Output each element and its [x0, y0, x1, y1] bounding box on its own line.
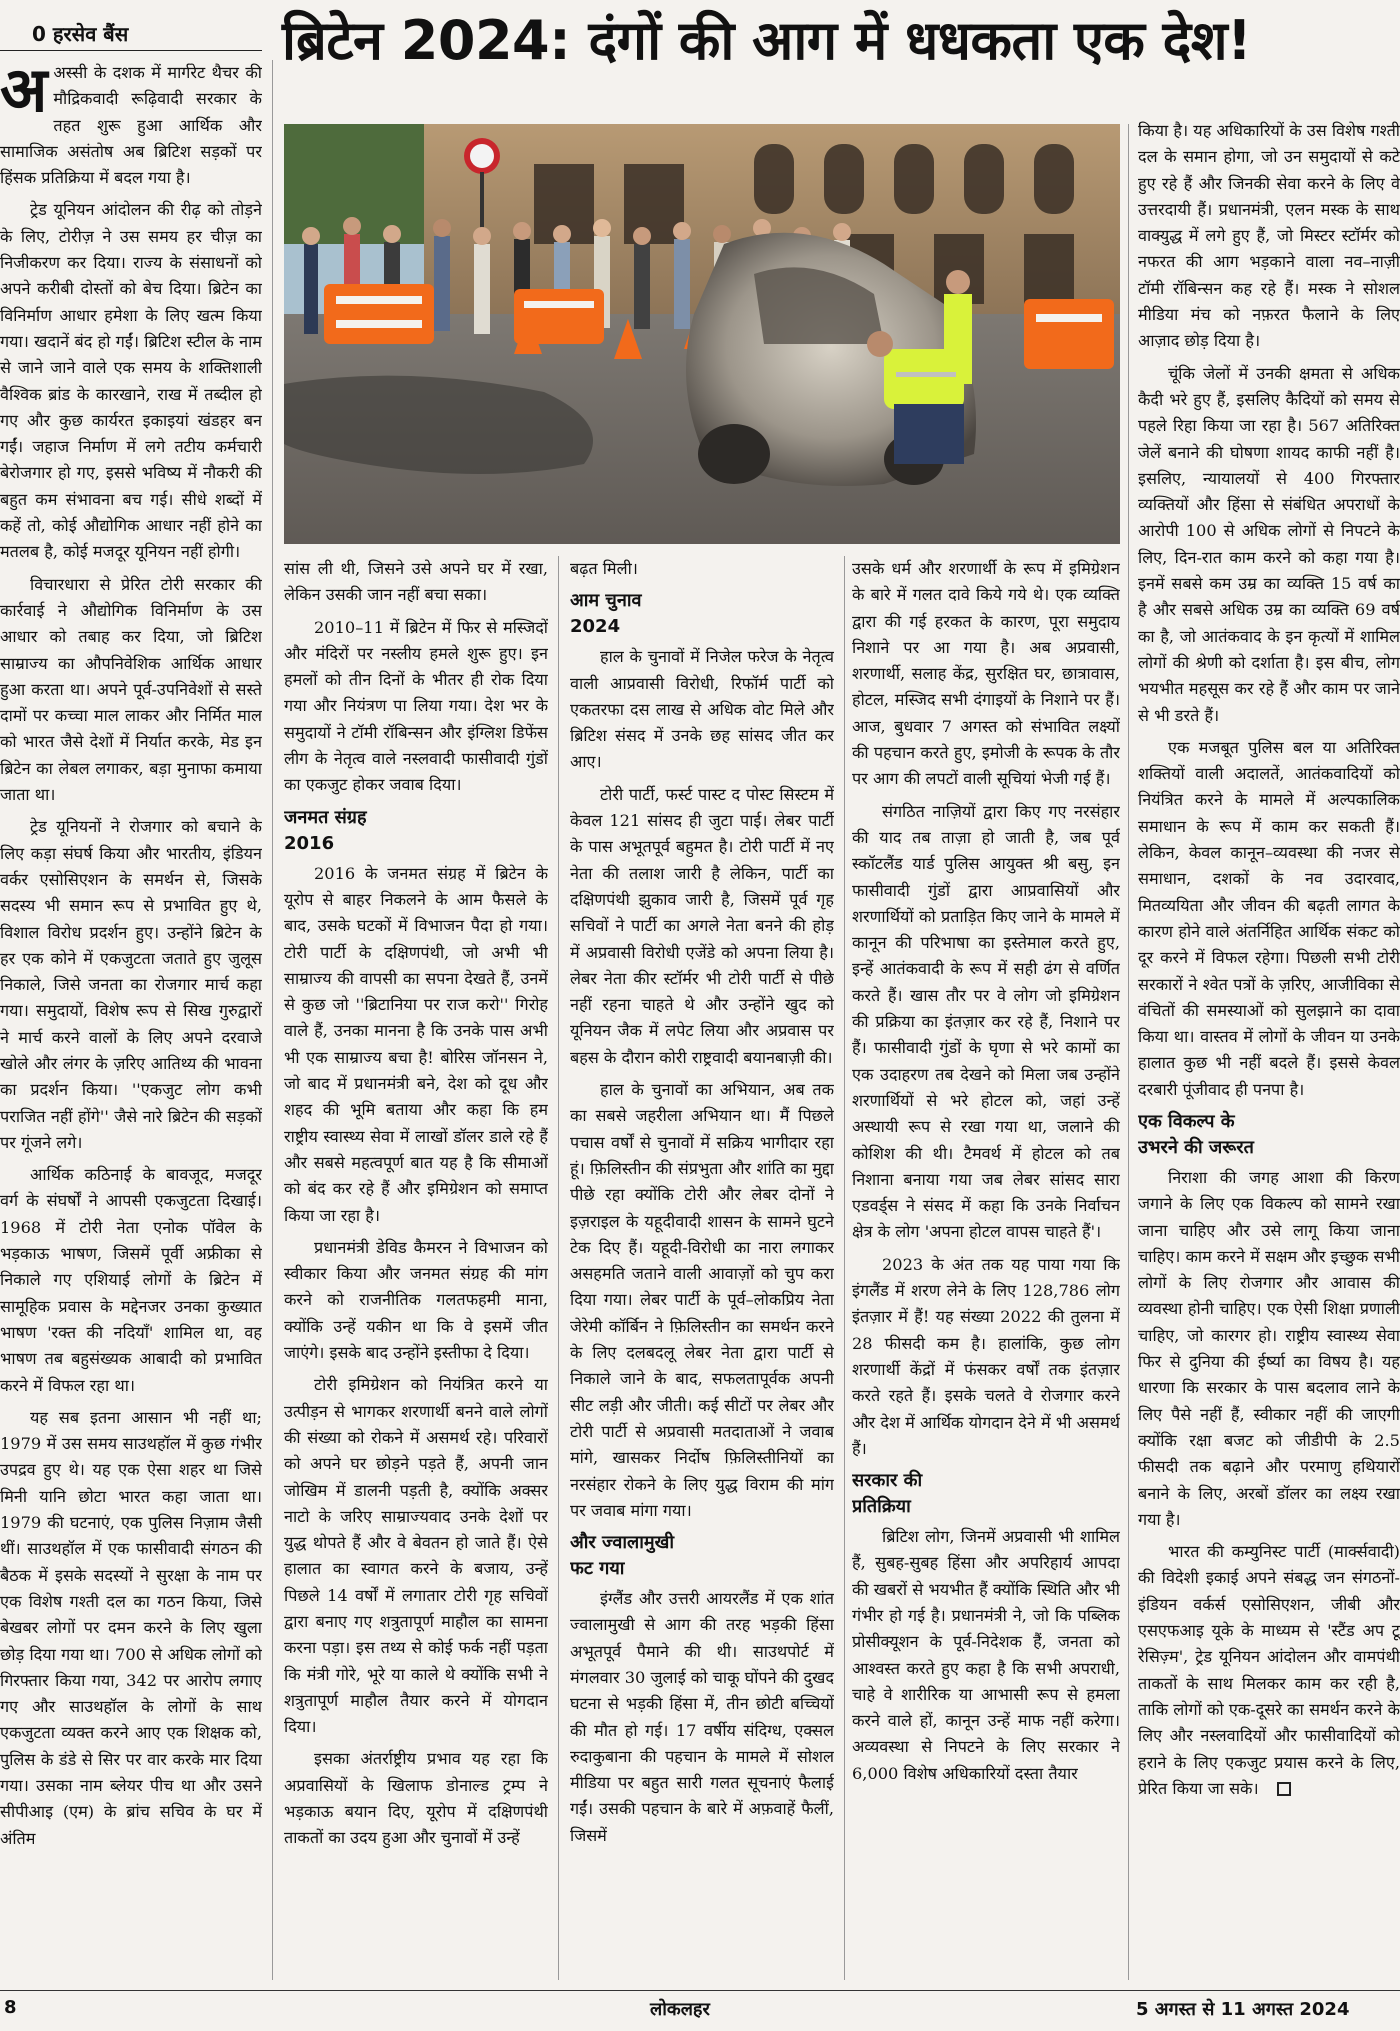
col1-paragraph: विचारधारा से प्रेरित टोरी सरकार की कार्रवाई ने औद्योगिक विनिर्माण के उस आधार को तबाह कर दिया, जो ब्रिटिश साम्राज्य का औपनिवेशिक आर्थिक आधार हुआ करता था। अपने पूर्व-उपनिवेशों से सस्ते दामों पर कच्चा माल लाकर और निर्मित माल को भारत जैसे देशों में निर्यात करके, मेड इन ब्रिटेन का लेबल लगाकर, बड़ा मुनाफा कमाया जाता था। [0, 574, 262, 805]
column-3 [570, 556, 834, 1980]
col4-paragraph: 2023 के अंत तक यह पाया गया कि इंगलैंड में शरण लेने के लिए 128,786 लोग इंतज़ार में हैं! यह संख्या 2022 की तुलना में 28 फीसदी कम है। हालांकि, कुछ लोग शरणार्थी केंद्रों में फंसकर वर्षों तक इंतज़ार करते रहते हैं। इसके चलते वे रोजगार करने और देश में आर्थिक योगदान देने में भी असमर्थ हैं। [852, 1254, 1120, 1458]
col1-paragraph: आर्थिक कठिनाई के बावजूद, मजदूर वर्ग के संघर्षों ने आपसी एकजुटता दिखाई। 1968 में टोरी नेता एनोक पॉवेल के भड़काऊ भाषण, जिसमें पूर्वी अफ्रीका से निकाले गए एशियाई लोगों के ब्रिटेन में सामूहिक प्रवास के मद्देनजर उनका कुख्यात भाषण 'रक्त की नदियाँ' शामिल था, वह भाषण तब बहुसंख्यक आबादी को प्रभावित करने में विफल रहा था। [0, 1165, 262, 1395]
end-mark-icon [1277, 1782, 1291, 1796]
burnt-car-photo [284, 124, 1120, 544]
col2-paragraph: 2010–11 में ब्रिटेन में फिर से मस्जिदों और मंदिरों पर नस्लीय हमले शुरू हुए। इन हमलों को तीन दिनों के भीतर ही रोक दिया गया और नियंत्रण पा लिया गया। देश भर के समुदायों ने टॉमी रॉबिन्सन और इंग्लिश डिफेंस लीग के नेतृत्व वाले नस्लवादी फासीवादी गुंडों का एकजुट होकर जवाब दिया। [284, 617, 548, 795]
footer-rule [0, 1990, 1400, 1991]
column-4 [852, 556, 1120, 1980]
dropcap: अ [0, 60, 48, 126]
col1-paragraph: ट्रेड यूनियनों ने रोजगार को बचाने के लिए कड़ा संघर्ष किया और भारतीय, इंडियन वर्कर एसोसिएशन के समर्थन से, जिसके सदस्य भी समान रूप से प्रभावित हुए थे, विशाल विरोध प्रदर्शन हुए। उन्होंने ब्रिटेन के हर एक कोने में एकजुटता जताते हुए जुलूस निकाले, जिसे जनता का रोजगार मार्च कहा गया। समुदायों, विशेष रूप से सिख गुरुद्वारों ने मार्च करने वालों के लिए अपने दरवाजे खोले और लंगर के ज़रिए आतिथ्य की भावना का प्रदर्शन किया। ''एकजुट लोग कभी पराजित नहीं होंगे'' जैसे नारे ब्रिटेन की सड़कों पर गूंजने लगे। [0, 817, 262, 1152]
section-heading-election: आम चुनाव 2024 [570, 590, 642, 638]
column-divider [844, 556, 845, 1980]
page-number: 8 [4, 1997, 17, 2018]
headline: ब्रिटेन 2024: दंगों की आग में धधकता एक देश! [282, 9, 1252, 72]
col5-paragraph: चूंकि जेलों में उनकी क्षमता से अधिक कैदी भरे हुए हैं, इसलिए कैदियों को समय से पहले रिहा किया जा रहा है। 567 अतिरिक्त जेलें बनाने की घोषणा शायद काफी नहीं है। इसलिए, न्यायालयों से 400 गिरफ्तार व्यक्तियों और हिंसा से संबंधित अपराधों के आरोपी 100 से अधिक लोगों से निपटने के लिए, दिन-रात काम करने को कहा गया है। इनमें सबसे कम उम्र का व्यक्ति 15 वर्ष का है और सबसे अधिक उम्र का व्यक्ति 69 वर्ष का है, जो आतंकवाद के इन कृत्यों में शामिल लोगों की श्रेणी को दर्शाता है। इस बीच, लोग भयभीत महसूस कर रहे हैं और काम पर जाने से भी डरते हैं। [1138, 363, 1400, 725]
section-heading-government-response: सरकार की प्रतिक्रिया [852, 1470, 923, 1518]
col5-paragraph: किया है। यह अधिकारियों के उस विशेष गश्ती दल के समान होगा, जो उन समुदायों से कटे हुए रहे हैं और जिनकी सेवा करने के लिए वे उत्तरदायी हैं। प्रधानमंत्री, एलन मस्क के साथ वाक्युद्ध में लगे हुए हैं, जो मिस्टर स्टॉर्मर को नफरत की आग भड़काने वाला नव–नाज़ी टॉमी रॉबिन्सन कह रहे हैं। मस्क ने सोशल मीडिया मंच को नफ़रत फैलाने के लिए आज़ाद छोड़ दिया है। [1138, 121, 1400, 351]
col1-paragraph: यह सब इतना आसान भी नहीं था; 1979 में उस समय साउथहॉल में कुछ गंभीर उपद्रव हुए थे। यह एक ऐसा शहर था जिसे मिनी यानि छोटा भारत कहा जाता था। 1979 की घटनाएं, एक पुलिस निज़ाम जैसी थीं। साउथहॉल में एक फासीवादी संगठन की बैठक में इसके सदस्यों ने सुरक्षा के नाम पर एक विशेष गश्ती दल का गठन किया, जिसे बेखबर लोगों पर दमन करने के लिए खुला छोड़ दिया गया था। 700 से अधिक लोगों को गिरफ्तार किया गया, 342 पर आरोप लगाए गए और साउथहॉल के लोगों के साथ एकजुटता व्यक्त करने आए एक शिक्षक को, पुलिस के डंडे से सिर पर वार करके मार दिया गया। उसका नाम ब्लेयर पीच था और उसने सीपीआइ (एम) के ब्रांच सचिव के घर में अंतिम [0, 1407, 262, 1848]
col3-paragraph: टोरी पार्टी, फर्स्ट पास्ट द पोस्ट सिस्टम में केवल 121 सांसद ही जुटा पाई। लेबर पार्टी के पास अभूतपूर्व बहुमत है। टोरी पार्टी में नए नेता की तलाश जारी है लेकिन, पार्टी का दक्षिणपंथी झुकाव जारी है, जिसमें पूर्व गृह सचिवों ने पार्टी का अगले नेता बनने की होड़ में अप्रवासी विरोधी एजेंडे को अपना लिया है। लेबर नेता कीर स्टॉर्मर भी टोरी पार्टी से पीछे नहीं रहना चाहते थे और उन्होंने खुद को यूनियन जैक में लपेट लिया और अप्रवास पर बहस के दौरान कोरी राष्ट्रवादी बयानबाज़ी की। [570, 784, 834, 1067]
column-2 [284, 556, 548, 1980]
col3-paragraph: बढ़त मिली। [570, 559, 638, 578]
col3-paragraph: हाल के चुनावों में निजेल फरेज के नेतृत्व वाली आप्रवासी विरोधी, रिफॉर्म पार्टी को एकतरफा दस लाख से अधिक वोट मिले और ब्रिटिश संसद में उनके छह सांसद जीत कर आए। [570, 647, 834, 772]
section-heading-alternative: एक विकल्प के उभरने की जरूरत [1138, 1110, 1254, 1158]
issue-date: 5 अगस्त से 11 अगस्त 2024 [1136, 1999, 1350, 2020]
publication-name: लोकलहर [650, 1999, 710, 2020]
col4-paragraph: ब्रिटिश लोग, जिनमें अप्रवासी भी शामिल हैं, सुबह-सुबह हिंसा और अपरिहार्य आपदा की खबरों से भयभीत हैं क्योंकि स्थिति और भी गंभीर हो गई है। प्रधानमंत्री ने, जो कि पब्लिक प्रोसीक्यूशन के पूर्व-निदेशक हैं, जनता को आश्वस्त करते हुए कहा है कि सभी अपराधी, चाहे वे शारीरिक या आभासी रूप से हमला करने वाले हों, कानून उन्हें माफ नहीं करेगा। अव्यवस्था से निपटने के लिए सरकार ने 6,000 विशेष अधिकारियों दस्ता तैयार [852, 1527, 1120, 1783]
col4-paragraph: उसके धर्म और शरणार्थी के रूप में इमिग्रेशन के बारे में गलत दावे किये गये थे। एक व्यक्ति द्वारा की गई हरकत के कारण, पूरा समुदाय निशाने पर आ गया है। अब अप्रवासी, शरणार्थी, सलाह केंद्र, सुरक्षित घर, छात्रावास, होटल, मस्जिद सभी दंगाइयों के निशाने पर हैं। आज, बुधवार 7 अगस्त को संभावित लक्ष्यों की पहचान करते हुए, इमोजी के रूपक के तौर पर आग की लपटों वाली सूचियां भेजी गई हैं। [852, 559, 1120, 789]
col1-paragraph: ट्रेड यूनियन आंदोलन की रीढ़ को तोड़ने के लिए, टोरीज़ ने उस समय हर चीज़ का निजीकरण कर दिया। राज्य के संसाधनों को अपने करीबी दोस्तों को बेच दिया। ब्रिटेन का विनिर्माण आधार हमेशा के लिए खत्म किया गया। खदानें बंद हो गईं। ब्रिटिश स्टील के नाम से जाने जाने वाले एक समय के शक्तिशाली वैश्विक ब्रांड के कारखाने, राख में तब्दील हो गए और कुछ कार्यरत इकाइयां खंडहर बन गईं। जहाज निर्माण में लगे तटीय कर्मचारी बेरोजगार हो गए, इससे भविष्य में नौकरी की बहुत कम संभावना बच गई। सीधे शब्दों में कहें तो, कोई औद्योगिक आधार नहीं होने का मतलब है, कोई मजदूर यूनियन नहीं होगी। [0, 200, 262, 562]
col2-paragraph: सांस ली थी, जिसने उसे अपने घर में रखा, लेकिन उसकी जान नहीं बचा सका। [284, 559, 548, 605]
column-5 [1138, 118, 1400, 1980]
section-heading-volcano: और ज्वालामुखी फट गया [570, 1532, 675, 1580]
col2-paragraph: टोरी इमिग्रेशन को नियंत्रित करने या उत्पीड़न से भागकर शरणार्थी बनने वाले लोगों की संख्या को रोकने में असमर्थ रहे। परिवारों को अपने घर छोड़ने पड़ते हैं, अपनी जान जोखिम में डालनी पड़ती है, क्योंकि अक्सर नाटो के जरिए साम्राज्यवाद उनके देशों पर युद्ध थोपते हैं और वे बेवतन हो जाते हैं। ऐसे हालात का स्वागत करने के बजाय, उन्हें पिछले 14 वर्षों में लगातार टोरी गृह सचिवों द्वारा बनाए गए शत्रुतापूर्ण माहौल का सामना करना पड़ा। इस तथ्य से कोई फर्क नहीं पड़ता कि मंत्री गोरे, भूरे या काले थे क्योंकि सभी ने शत्रुतापूर्ण माहौल तैयार करने में योगदान दिया। [284, 1375, 548, 1737]
col2-paragraph: इसका अंतर्राष्ट्रीय प्रभाव यह रहा कि अप्रवासियों के खिलाफ डोनाल्ड ट्रम्प ने भड़काऊ बयान दिए, यूरोप में दक्षिणपंथी ताकतों का उदय हुआ और चुनावों में उन्हें [284, 1749, 548, 1848]
byline-rule [0, 50, 262, 51]
col3-paragraph: इंग्लैंड और उत्तरी आयरलैंड में एक शांत ज्वालामुखी से आग की तरह भड़की हिंसा अभूतपूर्व पैमाने की थी। साउथपोर्ट में मंगलवार 30 जुलाई को चाकू घोंपने की दुखद घटना से भड़की हिंसा में, तीन छोटी बच्चियों की मौत हो गई। 17 वर्षीय संदिग्ध, एक्सल रुदाकुबाना की पहचान के मामले में सोशल मीडिया पर बहुत सारी गलत सूचनाएं फैलाई गईं। उसकी पहचान के बारे में अफ़वाहें फैलीं, जिसमें [570, 1589, 834, 1845]
column-divider [272, 60, 273, 1980]
col4-paragraph: संगठित नाज़ियों द्वारा किए गए नरसंहार की याद तब ताज़ा हो जाती है, जब पूर्व स्कॉटलैंड यार्ड पुलिस आयुक्त श्री बसु, इन फासीवादी गुंडों द्वारा आप्रवासियों और शरणार्थियों को प्रताड़ित किए जाने के मामले में कानून की परिभाषा का इस्तेमाल करते हुए, इन्हें आतंकवादी के रूप में सही ढंग से वर्णित करते हैं। खास तौर पर वे लोग जो इमिग्रेशन की प्रक्रिया का इंतज़ार कर रहे हैं, निशाने पर हैं। फासीवादी गुंडों के घृणा से भरे कामों का एक उदाहरण तब देखने को मिला जब उन्होंने शरणार्थियों से भरे होटल को, जहां उन्हें अस्थायी रूप से रखा गया था, जलाने की कोशिश की थी। टैमवर्थ में होटल को तब निशाना बनाया गया जब लेबर सांसद सारा एडवर्ड्स ने संसद में कहा कि उनके निर्वाचन क्षेत्र के लोग 'अपना होटल वापस चाहते हैं'। [852, 801, 1120, 1242]
col5-paragraph: एक मजबूत पुलिस बल या अतिरिक्त शक्तियों वाली अदालतें, आतंकवादियों को नियंत्रित करने के मामले में अल्पकालिक समाधान के रूप में काम कर सकती हैं। लेकिन, केवल कानून–व्यवस्था की नजर से समाधान, दशकों के नव उदारवाद, मितव्ययिता और जीवन की बढ़ती लागत के कारण होने वाले अंतर्निहित आर्थिक संकट को दूर करने में विफल रहेगा। पिछली सभी टोरी सरकारों ने श्वेत पत्रों के ज़रिए, आजीविका से वंचितों की समस्याओं को सुलझाने का दावा किया था। वास्तव में लोगों के जीवन या उनके हालात कुछ भी नहीं बदले हैं। इससे केवल दरबारी पूंजीवाद ही पनपा है। [1138, 737, 1400, 1099]
column-divider [558, 556, 559, 1980]
section-heading-referendum: जनमत संग्रह 2016 [284, 806, 367, 854]
column-divider [1128, 124, 1129, 1980]
col3-paragraph: हाल के चुनावों का अभियान, अब तक का सबसे जहरीला अभियान था। मैं पिछले पचास वर्षों से चुनावों में सक्रिय भागीदार रहा हूं। फ़िलिस्तीन की संप्रभुता और शांति का मुद्दा पीछे रहा क्योंकि टोरी और लेबर दोनों ने इज़राइल के यहूदीवादी शासन के सामने घुटने टेक दिए हैं। यहूदी-विरोधी का नारा लगाकर असहमति जताने वाली आवाज़ों को चुप करा दिया गया। लेबर पार्टी के पूर्व–लोकप्रिय नेता जेरेमी कॉर्बिन ने फ़िलिस्तीन का समर्थन करने के लिए दलबदलू लेबर नेता द्वारा पार्टी से निकाले जाने के बाद, सफलतापूर्वक अपनी सीट लड़ी और जीती। कई सीटों पर लेबर और टोरी पार्टी से अप्रवासी मतदाताओं ने जवाब मांगे, खासकर निर्दोष फ़िलिस्तीनियों का नरसंहार रोकने के लिए युद्ध विराम की मांग पर जवाब मांगा गया। [570, 1080, 834, 1520]
col2-paragraph: 2016 के जनमत संग्रह में ब्रिटेन के यूरोप से बाहर निकलने के आम फैसले के बाद, उसके घटकों में विभाजन पैदा हो गया। टोरी पार्टी के दक्षिणपंथी, जो अभी भी साम्राज्य की वापसी का सपना देखते हैं, उनमें से कुछ जो ''ब्रिटानिया पर राज करो'' गिरोह वाले हैं, उनका मानना है कि उनके पास अभी भी एक साम्राज्य बचा है! बोरिस जॉनसन ने, जो बाद में प्रधानमंत्री बने, देश को दूध और शहद की भूमि बताया और कहा कि हम राष्ट्रीय स्वास्थ्य सेवा में लाखों डॉलर डाले रहे हैं और सबसे महत्वपूर्ण बात यह है कि सीमाओं को बंद कर रहे हैं और इमिग्रेशन को समाप्त किया जा रहा है। [284, 863, 548, 1225]
author-byline: 0 हरसेव बैंस [32, 22, 129, 46]
col5-paragraph: निराशा की जगह आशा की किरण जगाने के लिए एक विकल्प को सामने रखा जाना चाहिए और उसे लागू किया जाना चाहिए। काम करने में सक्षम और इच्छुक सभी लोगों के लिए रोजगार और आवास की व्यवस्था होनी चाहिए। एक ऐसी शिक्षा प्रणाली चाहिए, जो कारगर हो। राष्ट्रीय स्वास्थ्य सेवा फिर से दुनिया की ईर्ष्या का विषय है। यह धारणा कि सरकार के पास बदलाव लाने के लिए पैसे नहीं हैं, स्वीकार नहीं की जाएगी क्योंकि रक्षा बजट को जीडीपी के 2.5 फीसदी तक बढ़ाने और परमाणु हथियारों बनाने के लिए, अरबों डॉलर का लक्ष्य रखा गया है। [1138, 1167, 1400, 1529]
col1-paragraph: अअस्सी के दशक में मार्गरेट थैचर की मौद्रिकवादी रूढ़िवादी सरकार के तहत शुरू हुआ आर्थिक और सामाजिक असंतोष अब ब्रिटिश सड़कों पर हिंसक प्रतिक्रिया में बदल गया है। [0, 60, 262, 188]
column-1 [0, 60, 262, 1980]
col2-paragraph: प्रधानमंत्री डेविड कैमरन ने विभाजन को स्वीकार किया और जनमत संग्रह की मांग करने को राजनीतिक गलतफहमी माना, क्योंकि उन्हें यकीन था कि वे इसमें जीत जाएंगे। इसके बाद उन्होंने इस्तीफा दे दिया। [284, 1237, 548, 1363]
col5-paragraph: भारत की कम्युनिस्ट पार्टी (मार्क्सवादी) की विदेशी इकाई अपने संबद्ध जन संगठनों-इंडियन वर्कर्स एसोसिएशन, जीबी और एसएफआइ यूके के माध्यम से 'स्टैंड अप टू रेसिज़्म', ट्रेड यूनियन आंदोलन और वामपंथी ताकतों के साथ मिलकर काम कर रही है, ताकि लोगों को एक-दूसरे का समर्थन करने के लिए और नस्लवादियों और फासीवादियों को हराने के लिए एकजुट प्रयास करने के लिए, प्रेरित किया जा सके। [1138, 1542, 1400, 1798]
